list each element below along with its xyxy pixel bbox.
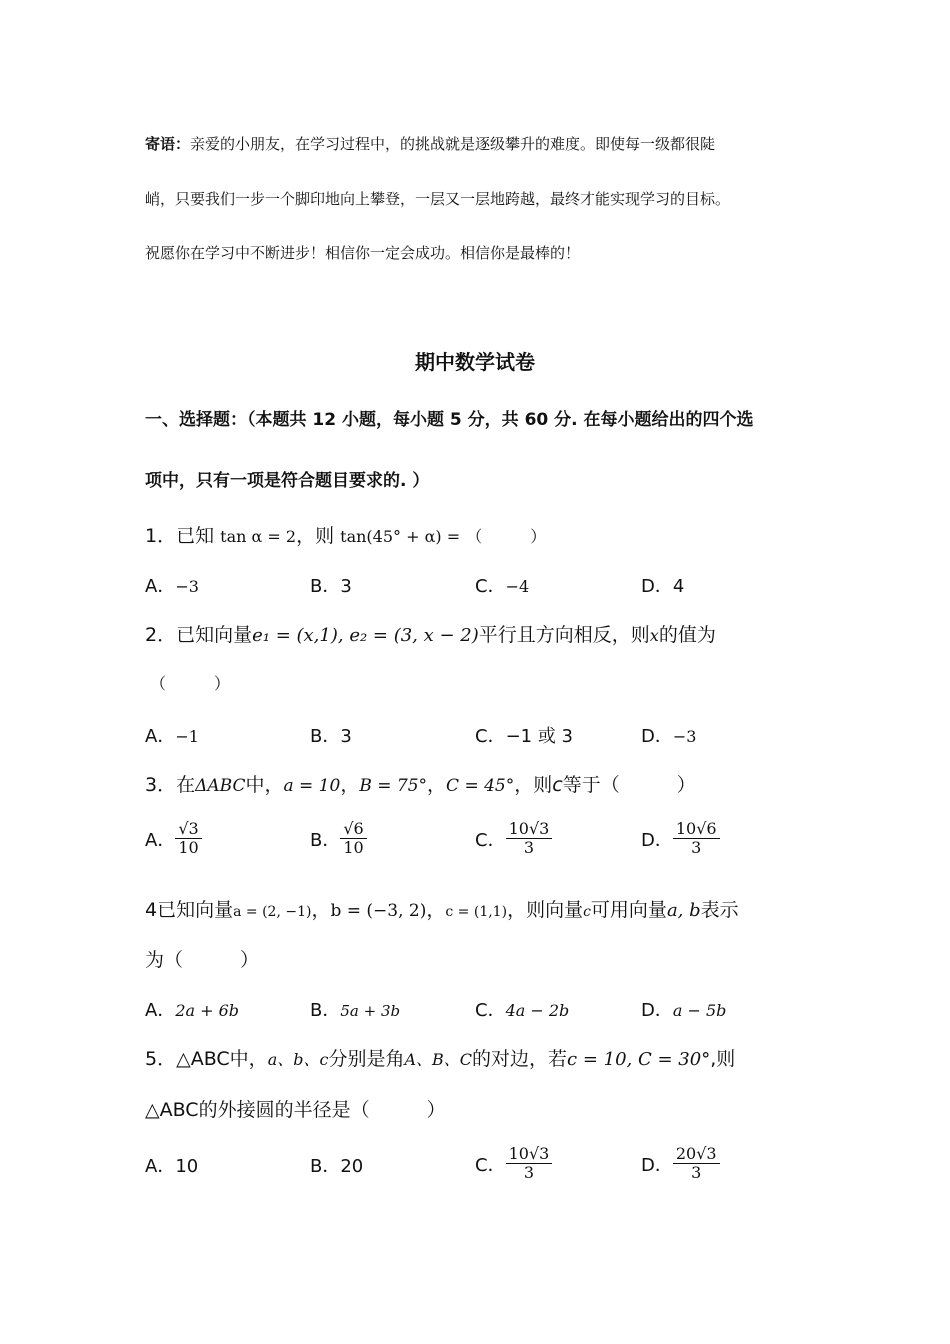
q2-option-c: C．−1 或 3 [475,726,574,747]
question-number: 3． [145,774,177,796]
math-condition: tan α = 2 [220,527,297,546]
question-text: ，则 [514,774,553,796]
math-variable: a、b、c [267,1050,329,1069]
question-3 [145,770,696,797]
question-text: 平行且方向相反，则 [478,624,650,646]
question-number: 2． [145,624,177,646]
question-text: ，则 [296,525,335,547]
q5-option-c: C． $\frac{10√3}{3}$ [475,1145,552,1183]
math-condition: B = 75° [359,776,428,796]
math-vector-c: c = (1,1) [445,904,508,920]
math-condition: C = 45° [446,776,515,796]
question-text: 可用向量 [590,899,667,921]
question-text: 的值为 [658,624,716,646]
q1-option-a: A．−3 [145,576,199,597]
q1-option-c: C．−4 [475,576,530,597]
greeting-label: 寄语： [145,135,191,153]
question-5 [145,1044,735,1071]
q4-option-d: D．a − 5b [641,1000,727,1021]
question-text: ,则 [710,1048,736,1070]
question-number: 1． [145,525,177,547]
section-heading-line-2: 项中，只有一项是符合题目要求的. ） [145,471,430,491]
q1-option-b: B．3 [310,576,352,597]
question-text: 已知向量 [176,624,253,646]
separator: ， [426,899,446,921]
greeting-line-3: 祝愿你在学习中不断进步！相信你一定会成功。相信你是最棒的！ [145,244,581,262]
math-variable: c [583,904,591,920]
q3-option-a: A． $\frac{√3}{10}$ [145,820,202,858]
separator: ， [340,774,360,796]
separator: ， [427,774,447,796]
math-triangle: ΔABC [195,776,246,796]
section-heading-line-1: 一、选择题：（本题共 12 小题，每小题 5 分，共 60 分. 在每小题给出的四个选 [145,410,754,430]
greeting-line-2: 峭，只要我们一步一个脚印地向上攀登，一层又一层地跨越，最终才能实现学习的目标。 [145,190,731,208]
question-number: 5． [145,1048,177,1070]
answer-blank: （ ） [466,527,547,546]
question-text: 已知 [176,525,215,547]
question-4 [145,895,739,922]
math-vector-b: b = (−3, 2) [330,901,427,921]
question-text: 分别是角 [328,1048,405,1070]
question-5-line-2 [145,1095,446,1122]
question-4-line-2: 为（ ） [145,949,260,971]
question-text: 已知向量 [157,899,234,921]
math-triangle: △ABC [176,1048,230,1070]
q3-option-b: B． $\frac{√6}{10}$ [310,820,367,858]
q5-option-d: D． $\frac{20√3}{3}$ [641,1145,720,1183]
greeting-line-1 [145,133,715,154]
q4-option-a: A．2a + 6b [145,1000,240,1021]
q2-option-b: B．3 [310,726,352,747]
question-text: 在 [176,774,196,796]
q4-option-c: C．4a − 2b [475,1000,570,1021]
q2-option-a: A．−1 [145,726,199,747]
math-vector-a: a = (2, −1) [233,904,312,920]
q3-option-d: D． $\frac{10√6}{3}$ [641,820,720,858]
math-variable: c [552,774,563,796]
q3-option-c: C． $\frac{10√3}{3}$ [475,820,552,858]
question-text: 中， [245,774,284,796]
separator: ， [311,899,331,921]
question-text: 中， [229,1048,268,1070]
q1-option-d: D．4 [641,576,685,597]
q5-option-a: A．10 [145,1156,199,1177]
page-title: 期中数学试卷 [415,350,535,374]
math-expression: e₁ = (x,1), e₂ = (3, x − 2) [252,625,479,646]
math-variable: a, b [666,900,701,921]
q2-option-d: D．−3 [641,726,697,747]
question-text: 的外接圆的半径是（ ） [198,1099,446,1121]
question-number: 4 [145,899,158,921]
math-expression: tan(45° + α) = [340,527,461,546]
greeting-text-1: 亲爱的小朋友，在学习过程中，的挑战就是逐级攀升的难度。即使每一级都很陡 [190,135,716,153]
answer-blank: （ ） [150,674,231,693]
math-condition: a = 10 [283,776,341,796]
math-condition: c = 10, C = 30° [567,1049,711,1070]
math-triangle: △ABC [145,1099,199,1121]
math-variable: A、B、C [404,1050,473,1069]
question-text: 的对边，若 [472,1048,568,1070]
question-text: ，则向量 [507,899,584,921]
question-2 [145,620,716,647]
question-text: 等于（ ） [562,774,696,796]
math-variable: x [649,626,659,645]
question-1 [145,521,546,548]
question-text: 表示 [700,899,739,921]
q4-option-b: B．5a + 3b [310,1000,401,1021]
q5-option-b: B．20 [310,1156,364,1177]
